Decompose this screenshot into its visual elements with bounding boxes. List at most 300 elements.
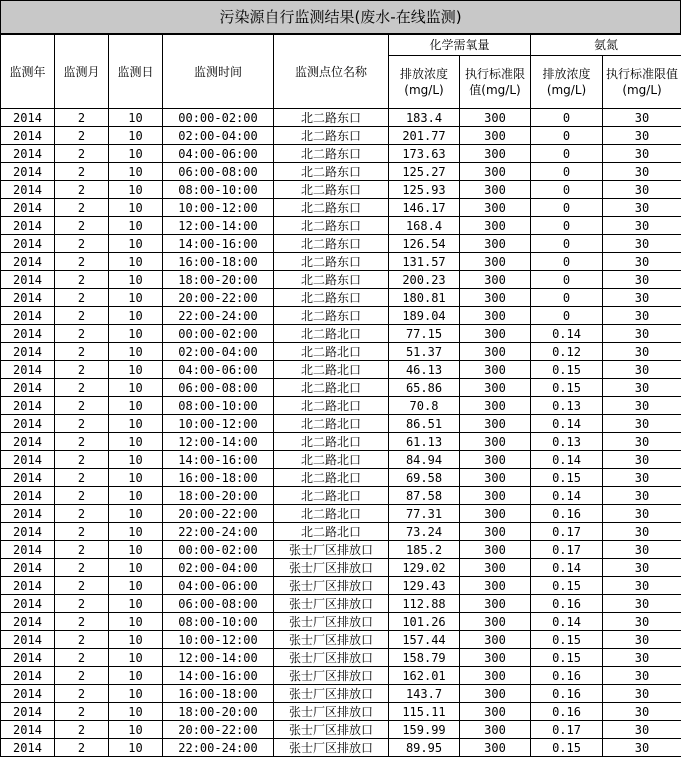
cell-nh3-conc: 0.13 xyxy=(531,397,603,415)
cell-year: 2014 xyxy=(1,685,55,703)
cell-nh3-limit: 30 xyxy=(603,325,681,343)
cell-cod-limit: 300 xyxy=(460,379,531,397)
cell-cod-conc: 73.24 xyxy=(389,523,460,541)
cell-month: 2 xyxy=(55,235,109,253)
cell-year: 2014 xyxy=(1,433,55,451)
cell-nh3-limit: 30 xyxy=(603,739,681,757)
cell-nh3-limit: 30 xyxy=(603,199,681,217)
cell-day: 10 xyxy=(109,415,163,433)
cell-time: 16:00-18:00 xyxy=(163,685,274,703)
table-row xyxy=(1,217,681,235)
cell-site: 北二路北口 xyxy=(274,325,389,343)
table-row xyxy=(1,127,681,145)
cell-cod-conc: 69.58 xyxy=(389,469,460,487)
cell-nh3-conc: 0.14 xyxy=(531,613,603,631)
cell-month: 2 xyxy=(55,397,109,415)
cell-month: 2 xyxy=(55,559,109,577)
cell-cod-conc: 61.13 xyxy=(389,433,460,451)
cell-cod-conc: 101.26 xyxy=(389,613,460,631)
cell-cod-conc: 125.93 xyxy=(389,181,460,199)
table-row xyxy=(1,145,681,163)
header-cod-conc: 排放浓度(mg/L) xyxy=(389,56,460,109)
cell-cod-limit: 300 xyxy=(460,505,531,523)
cell-year: 2014 xyxy=(1,595,55,613)
cell-cod-conc: 51.37 xyxy=(389,343,460,361)
cell-day: 10 xyxy=(109,289,163,307)
cell-nh3-conc: 0.17 xyxy=(531,523,603,541)
cell-site: 张士厂区排放口 xyxy=(274,703,389,721)
cell-time: 16:00-18:00 xyxy=(163,253,274,271)
cell-nh3-conc: 0.13 xyxy=(531,433,603,451)
cell-nh3-limit: 30 xyxy=(603,163,681,181)
cell-year: 2014 xyxy=(1,703,55,721)
cell-year: 2014 xyxy=(1,415,55,433)
header-time: 监测时间 xyxy=(163,35,274,109)
cell-site: 北二路东口 xyxy=(274,235,389,253)
cell-month: 2 xyxy=(55,343,109,361)
cell-nh3-conc: 0.15 xyxy=(531,739,603,757)
cell-nh3-limit: 30 xyxy=(603,595,681,613)
cell-year: 2014 xyxy=(1,559,55,577)
cell-cod-conc: 112.88 xyxy=(389,595,460,613)
cell-day: 10 xyxy=(109,505,163,523)
cell-month: 2 xyxy=(55,325,109,343)
cell-site: 张士厂区排放口 xyxy=(274,613,389,631)
cell-cod-limit: 300 xyxy=(460,487,531,505)
table-row xyxy=(1,721,681,739)
cell-month: 2 xyxy=(55,109,109,127)
cell-nh3-limit: 30 xyxy=(603,361,681,379)
cell-year: 2014 xyxy=(1,487,55,505)
table-row xyxy=(1,739,681,757)
cell-month: 2 xyxy=(55,289,109,307)
cell-site: 张士厂区排放口 xyxy=(274,721,389,739)
cell-time: 18:00-20:00 xyxy=(163,271,274,289)
cell-nh3-conc: 0.16 xyxy=(531,505,603,523)
cell-year: 2014 xyxy=(1,325,55,343)
table-row xyxy=(1,397,681,415)
table-row xyxy=(1,469,681,487)
cell-cod-conc: 70.8 xyxy=(389,397,460,415)
table-row xyxy=(1,307,681,325)
cell-nh3-limit: 30 xyxy=(603,181,681,199)
cell-nh3-limit: 30 xyxy=(603,685,681,703)
cell-time: 22:00-24:00 xyxy=(163,523,274,541)
table-row xyxy=(1,163,681,181)
cell-time: 08:00-10:00 xyxy=(163,613,274,631)
cell-nh3-conc: 0 xyxy=(531,181,603,199)
cell-cod-conc: 86.51 xyxy=(389,415,460,433)
cell-time: 18:00-20:00 xyxy=(163,703,274,721)
cell-day: 10 xyxy=(109,541,163,559)
cell-site: 北二路北口 xyxy=(274,505,389,523)
cell-nh3-conc: 0.12 xyxy=(531,343,603,361)
cell-month: 2 xyxy=(55,739,109,757)
cell-cod-limit: 300 xyxy=(460,397,531,415)
cell-nh3-limit: 30 xyxy=(603,505,681,523)
cell-nh3-limit: 30 xyxy=(603,703,681,721)
cell-day: 10 xyxy=(109,577,163,595)
table-row xyxy=(1,487,681,505)
cell-cod-conc: 126.54 xyxy=(389,235,460,253)
table-row xyxy=(1,523,681,541)
header-group-nh3: 氨氮 xyxy=(531,35,681,56)
cell-site: 北二路东口 xyxy=(274,127,389,145)
cell-day: 10 xyxy=(109,685,163,703)
table-row xyxy=(1,433,681,451)
cell-cod-conc: 143.7 xyxy=(389,685,460,703)
cell-cod-conc: 125.27 xyxy=(389,163,460,181)
cell-year: 2014 xyxy=(1,523,55,541)
cell-site: 北二路东口 xyxy=(274,307,389,325)
cell-nh3-conc: 0.14 xyxy=(531,325,603,343)
cell-nh3-limit: 30 xyxy=(603,235,681,253)
cell-nh3-limit: 30 xyxy=(603,649,681,667)
cell-nh3-conc: 0 xyxy=(531,217,603,235)
cell-site: 北二路北口 xyxy=(274,343,389,361)
cell-nh3-limit: 30 xyxy=(603,469,681,487)
cell-time: 00:00-02:00 xyxy=(163,325,274,343)
cell-year: 2014 xyxy=(1,271,55,289)
cell-year: 2014 xyxy=(1,343,55,361)
cell-time: 18:00-20:00 xyxy=(163,487,274,505)
cell-cod-limit: 300 xyxy=(460,361,531,379)
cell-time: 14:00-16:00 xyxy=(163,235,274,253)
cell-month: 2 xyxy=(55,307,109,325)
header-nh3-conc: 排放浓度(mg/L) xyxy=(531,56,603,109)
cell-year: 2014 xyxy=(1,397,55,415)
table-row xyxy=(1,109,681,127)
cell-cod-limit: 300 xyxy=(460,325,531,343)
cell-month: 2 xyxy=(55,613,109,631)
cell-day: 10 xyxy=(109,667,163,685)
cell-time: 16:00-18:00 xyxy=(163,469,274,487)
cell-time: 10:00-12:00 xyxy=(163,631,274,649)
cell-day: 10 xyxy=(109,559,163,577)
table-row xyxy=(1,361,681,379)
cell-year: 2014 xyxy=(1,721,55,739)
cell-day: 10 xyxy=(109,307,163,325)
cell-cod-limit: 300 xyxy=(460,415,531,433)
cell-month: 2 xyxy=(55,163,109,181)
cell-day: 10 xyxy=(109,253,163,271)
cell-cod-conc: 168.4 xyxy=(389,217,460,235)
cell-site: 北二路东口 xyxy=(274,199,389,217)
table-row xyxy=(1,289,681,307)
cell-nh3-conc: 0 xyxy=(531,127,603,145)
table-row xyxy=(1,613,681,631)
table-row xyxy=(1,667,681,685)
cell-month: 2 xyxy=(55,361,109,379)
cell-day: 10 xyxy=(109,199,163,217)
cell-month: 2 xyxy=(55,541,109,559)
cell-nh3-limit: 30 xyxy=(603,541,681,559)
cell-site: 张士厂区排放口 xyxy=(274,667,389,685)
cell-nh3-conc: 0.14 xyxy=(531,559,603,577)
cell-month: 2 xyxy=(55,505,109,523)
cell-nh3-conc: 0.15 xyxy=(531,649,603,667)
cell-site: 张士厂区排放口 xyxy=(274,559,389,577)
cell-cod-conc: 185.2 xyxy=(389,541,460,559)
cell-day: 10 xyxy=(109,325,163,343)
table-header xyxy=(1,35,681,109)
cell-site: 北二路东口 xyxy=(274,253,389,271)
cell-month: 2 xyxy=(55,469,109,487)
cell-month: 2 xyxy=(55,379,109,397)
cell-cod-limit: 300 xyxy=(460,163,531,181)
cell-cod-conc: 157.44 xyxy=(389,631,460,649)
cell-nh3-limit: 30 xyxy=(603,127,681,145)
cell-nh3-limit: 30 xyxy=(603,613,681,631)
cell-cod-conc: 77.31 xyxy=(389,505,460,523)
cell-month: 2 xyxy=(55,127,109,145)
cell-day: 10 xyxy=(109,379,163,397)
cell-cod-limit: 300 xyxy=(460,433,531,451)
cell-cod-conc: 173.63 xyxy=(389,145,460,163)
cell-year: 2014 xyxy=(1,199,55,217)
cell-time: 12:00-14:00 xyxy=(163,217,274,235)
cell-site: 北二路东口 xyxy=(274,145,389,163)
cell-year: 2014 xyxy=(1,649,55,667)
cell-day: 10 xyxy=(109,181,163,199)
cell-month: 2 xyxy=(55,271,109,289)
cell-nh3-conc: 0 xyxy=(531,199,603,217)
table-row xyxy=(1,559,681,577)
cell-nh3-limit: 30 xyxy=(603,721,681,739)
cell-cod-limit: 300 xyxy=(460,451,531,469)
cell-year: 2014 xyxy=(1,109,55,127)
cell-year: 2014 xyxy=(1,631,55,649)
cell-day: 10 xyxy=(109,397,163,415)
table-row xyxy=(1,505,681,523)
cell-year: 2014 xyxy=(1,505,55,523)
cell-site: 张士厂区排放口 xyxy=(274,685,389,703)
cell-nh3-conc: 0.15 xyxy=(531,631,603,649)
cell-cod-conc: 89.95 xyxy=(389,739,460,757)
cell-cod-conc: 129.02 xyxy=(389,559,460,577)
cell-time: 14:00-16:00 xyxy=(163,451,274,469)
cell-cod-conc: 84.94 xyxy=(389,451,460,469)
cell-day: 10 xyxy=(109,523,163,541)
cell-cod-conc: 131.57 xyxy=(389,253,460,271)
header-group-cod: 化学需氧量 xyxy=(389,35,531,56)
cell-nh3-limit: 30 xyxy=(603,523,681,541)
cell-month: 2 xyxy=(55,523,109,541)
cell-cod-conc: 115.11 xyxy=(389,703,460,721)
cell-nh3-limit: 30 xyxy=(603,343,681,361)
cell-nh3-conc: 0.14 xyxy=(531,451,603,469)
cell-cod-limit: 300 xyxy=(460,577,531,595)
cell-site: 张士厂区排放口 xyxy=(274,595,389,613)
cell-nh3-conc: 0.16 xyxy=(531,667,603,685)
table-row xyxy=(1,379,681,397)
cell-nh3-limit: 30 xyxy=(603,289,681,307)
cell-time: 04:00-06:00 xyxy=(163,145,274,163)
cell-site: 北二路北口 xyxy=(274,469,389,487)
cell-day: 10 xyxy=(109,703,163,721)
cell-site: 北二路北口 xyxy=(274,451,389,469)
cell-year: 2014 xyxy=(1,667,55,685)
cell-day: 10 xyxy=(109,127,163,145)
cell-year: 2014 xyxy=(1,289,55,307)
cell-cod-limit: 300 xyxy=(460,523,531,541)
cell-day: 10 xyxy=(109,487,163,505)
cell-time: 20:00-22:00 xyxy=(163,721,274,739)
cell-time: 00:00-02:00 xyxy=(163,109,274,127)
cell-month: 2 xyxy=(55,199,109,217)
header-year: 监测年 xyxy=(1,35,55,109)
cell-cod-limit: 300 xyxy=(460,667,531,685)
cell-site: 北二路东口 xyxy=(274,217,389,235)
cell-time: 22:00-24:00 xyxy=(163,307,274,325)
cell-cod-conc: 158.79 xyxy=(389,649,460,667)
table-row xyxy=(1,703,681,721)
cell-site: 北二路北口 xyxy=(274,433,389,451)
cell-month: 2 xyxy=(55,595,109,613)
cell-day: 10 xyxy=(109,109,163,127)
cell-cod-conc: 159.99 xyxy=(389,721,460,739)
cell-time: 02:00-04:00 xyxy=(163,127,274,145)
cell-time: 10:00-12:00 xyxy=(163,199,274,217)
cell-site: 北二路北口 xyxy=(274,415,389,433)
cell-cod-limit: 300 xyxy=(460,541,531,559)
cell-month: 2 xyxy=(55,667,109,685)
cell-nh3-limit: 30 xyxy=(603,415,681,433)
cell-site: 北二路东口 xyxy=(274,181,389,199)
cell-site: 北二路东口 xyxy=(274,109,389,127)
cell-nh3-limit: 30 xyxy=(603,307,681,325)
cell-time: 06:00-08:00 xyxy=(163,163,274,181)
cell-nh3-conc: 0.15 xyxy=(531,379,603,397)
cell-month: 2 xyxy=(55,433,109,451)
cell-cod-limit: 300 xyxy=(460,739,531,757)
cell-day: 10 xyxy=(109,451,163,469)
cell-nh3-limit: 30 xyxy=(603,631,681,649)
cell-day: 10 xyxy=(109,235,163,253)
cell-day: 10 xyxy=(109,721,163,739)
cell-year: 2014 xyxy=(1,217,55,235)
cell-year: 2014 xyxy=(1,469,55,487)
cell-month: 2 xyxy=(55,631,109,649)
cell-cod-limit: 300 xyxy=(460,703,531,721)
cell-cod-limit: 300 xyxy=(460,685,531,703)
cell-day: 10 xyxy=(109,361,163,379)
cell-cod-limit: 300 xyxy=(460,649,531,667)
cell-nh3-conc: 0 xyxy=(531,235,603,253)
cell-time: 02:00-04:00 xyxy=(163,559,274,577)
cell-cod-conc: 146.17 xyxy=(389,199,460,217)
header-cod-limit: 执行标准限值(mg/L) xyxy=(460,56,531,109)
cell-time: 12:00-14:00 xyxy=(163,433,274,451)
cell-day: 10 xyxy=(109,631,163,649)
cell-year: 2014 xyxy=(1,361,55,379)
cell-cod-conc: 129.43 xyxy=(389,577,460,595)
cell-nh3-limit: 30 xyxy=(603,433,681,451)
cell-month: 2 xyxy=(55,649,109,667)
cell-time: 00:00-02:00 xyxy=(163,541,274,559)
cell-cod-limit: 300 xyxy=(460,631,531,649)
cell-nh3-limit: 30 xyxy=(603,271,681,289)
cell-year: 2014 xyxy=(1,235,55,253)
cell-time: 14:00-16:00 xyxy=(163,667,274,685)
cell-nh3-limit: 30 xyxy=(603,253,681,271)
cell-nh3-limit: 30 xyxy=(603,145,681,163)
cell-cod-limit: 300 xyxy=(460,127,531,145)
cell-month: 2 xyxy=(55,253,109,271)
cell-time: 20:00-22:00 xyxy=(163,505,274,523)
cell-site: 北二路北口 xyxy=(274,361,389,379)
cell-month: 2 xyxy=(55,181,109,199)
header-day: 监测日 xyxy=(109,35,163,109)
cell-nh3-limit: 30 xyxy=(603,667,681,685)
cell-site: 张士厂区排放口 xyxy=(274,577,389,595)
cell-cod-conc: 162.01 xyxy=(389,667,460,685)
cell-time: 06:00-08:00 xyxy=(163,595,274,613)
cell-nh3-conc: 0.14 xyxy=(531,487,603,505)
cell-time: 22:00-24:00 xyxy=(163,739,274,757)
cell-time: 06:00-08:00 xyxy=(163,379,274,397)
cell-year: 2014 xyxy=(1,739,55,757)
cell-month: 2 xyxy=(55,415,109,433)
cell-site: 北二路北口 xyxy=(274,523,389,541)
cell-cod-limit: 300 xyxy=(460,307,531,325)
cell-time: 02:00-04:00 xyxy=(163,343,274,361)
cell-site: 北二路北口 xyxy=(274,379,389,397)
cell-nh3-limit: 30 xyxy=(603,397,681,415)
cell-day: 10 xyxy=(109,271,163,289)
cell-site: 北二路东口 xyxy=(274,289,389,307)
cell-year: 2014 xyxy=(1,181,55,199)
cell-cod-limit: 300 xyxy=(460,271,531,289)
cell-cod-limit: 300 xyxy=(460,109,531,127)
cell-nh3-limit: 30 xyxy=(603,559,681,577)
table-row xyxy=(1,649,681,667)
cell-cod-conc: 65.86 xyxy=(389,379,460,397)
cell-site: 北二路东口 xyxy=(274,271,389,289)
cell-nh3-conc: 0.16 xyxy=(531,703,603,721)
cell-nh3-conc: 0.17 xyxy=(531,541,603,559)
cell-month: 2 xyxy=(55,487,109,505)
cell-month: 2 xyxy=(55,217,109,235)
cell-cod-limit: 300 xyxy=(460,253,531,271)
cell-nh3-limit: 30 xyxy=(603,451,681,469)
cell-time: 20:00-22:00 xyxy=(163,289,274,307)
cell-cod-limit: 300 xyxy=(460,595,531,613)
cell-time: 04:00-06:00 xyxy=(163,361,274,379)
table-row xyxy=(1,253,681,271)
cell-day: 10 xyxy=(109,433,163,451)
cell-nh3-conc: 0.15 xyxy=(531,361,603,379)
cell-day: 10 xyxy=(109,595,163,613)
table-row xyxy=(1,199,681,217)
cell-month: 2 xyxy=(55,451,109,469)
cell-time: 08:00-10:00 xyxy=(163,181,274,199)
cell-site: 张士厂区排放口 xyxy=(274,631,389,649)
cell-month: 2 xyxy=(55,145,109,163)
cell-site: 北二路北口 xyxy=(274,397,389,415)
cell-nh3-conc: 0.15 xyxy=(531,577,603,595)
cell-month: 2 xyxy=(55,721,109,739)
cell-nh3-conc: 0 xyxy=(531,163,603,181)
table-row xyxy=(1,685,681,703)
cell-month: 2 xyxy=(55,685,109,703)
cell-nh3-conc: 0 xyxy=(531,307,603,325)
cell-time: 04:00-06:00 xyxy=(163,577,274,595)
cell-month: 2 xyxy=(55,703,109,721)
cell-nh3-conc: 0 xyxy=(531,289,603,307)
cell-year: 2014 xyxy=(1,541,55,559)
table-row xyxy=(1,541,681,559)
